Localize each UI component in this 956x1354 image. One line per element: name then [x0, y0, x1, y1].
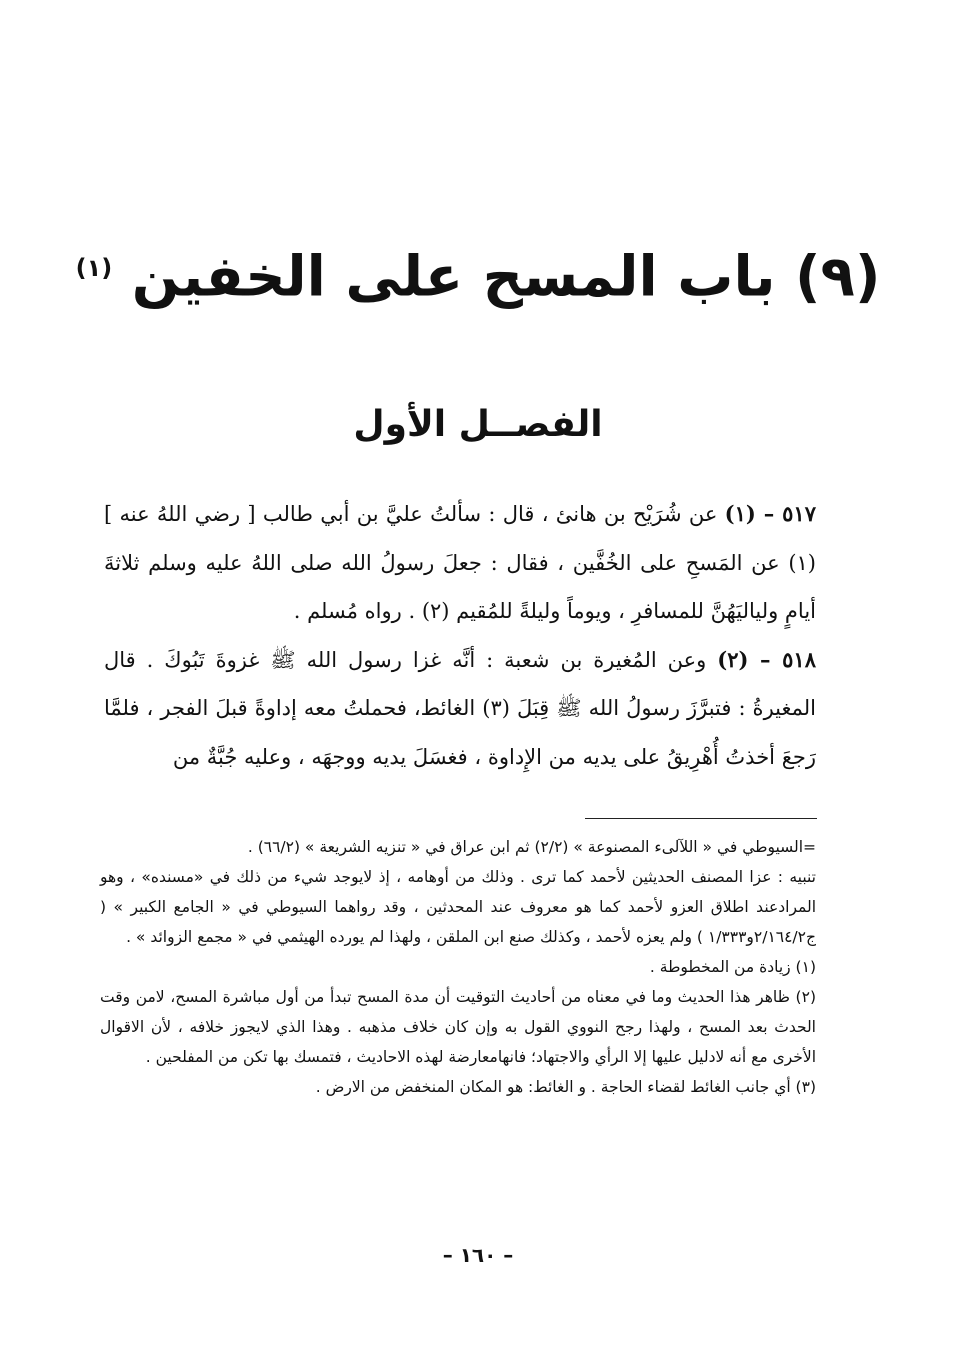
chapter-title-text: باب المسح على الخفين [131, 244, 776, 310]
section-heading: الفصــل الأول [353, 404, 603, 445]
footnote-note: تنبيه : عزا المصنف الحديثين لأحمد كما ترى . وذلك من أوهامه ، إذ لايوجد شيء من ذلك في «مسنده» ، وهو المرادعند اطلاق العزو لأحمد كما هو معروف عند المحدثين ، وقد رواهما السيوطي في « الجامع الكبير » ( ج٢/١٦٤/٢و١/٣٣٣ ) ولم يعزه لأحمد ، وكذلك صنع ابن الملقن ، ولهذا لم يورده الهيثمي في « مجمع الزوائد » . [100, 868, 816, 946]
page-number: – ١٦٠ – [442, 1243, 514, 1267]
footnote-2: (٢) ظاهر هذا الحديث وما في معناه من أحاديث التوقيت أن مدة المسح تبدأ من أول مباشرة المسح، لامن وقت الحدث بعد المسح ، ولهذا رجح النووي القول به وإن كان خلاف مذهبه . وهذا الذي لايجوز خلافه ، لأن الاقوال الأخرى مع أنه لادليل عليها إلا الرأي والاجتهاد؛ فانهامعارضة لهذه الاحاديث ، فتمسك بها تكن من المفلحين . [100, 988, 816, 1066]
footnote-divider [585, 818, 817, 819]
chapter-heading [0, 228, 956, 318]
chapter-footnote-marker: (١) [75, 254, 113, 282]
footnotes [100, 832, 816, 1102]
chapter-number: (٩) [795, 244, 881, 310]
hadith-body [104, 490, 816, 781]
footnote-1: (١) زيادة من المخطوطة . [649, 958, 816, 976]
hadith-text: عن شُرَيْح بن هانئ ، قال : سألتُ عليَّ بن أبي طالب [ رضي اللهُ عنه ] (١) عن المَسحِ على الخُفَّين ، فقال : جعلَ رسولُ الله صلى اللهُ عليه وسلم ثلاثةَ أيامٍ ولياليَهُنَّ للمسافرِ ، ويوماً وليلةً للمُقيم (٢) . رواه مُسلم . [104, 502, 816, 623]
hadith-text: وعن المُغيرة بن شعبة : أنَّه غزا رسول الله ﷺ غزوةَ تَبُوكَ . قال المغيرةُ : فتبرَّزَ رسولُ الله ﷺ قِبَلَ (٣) الغائط، فحملتُ معه إداوةً قبلَ الفجر ، فلمَّا رَجعَ أخذتُ أُهْرِيقُ على يديه من الإِداوة ، فغسَلَ يديه ووجهَه ، وعليه جُبَّةٌ من [104, 647, 816, 769]
hadith-paragraph [104, 636, 816, 782]
footnote-3: (٣) أي جانب الغائط لقضاء الحاجة . و الغائط: هو المكان المنخفض من الارض . [315, 1078, 816, 1096]
hadith-number: ٥١٨ – (٢) [717, 646, 816, 672]
hadith-paragraph [104, 490, 816, 636]
footnote-continuation: =السيوطي في « اللآلىء المصنوعة » (٢/٢) ثم ابن عراق في « تنزيه الشريعة » (٦٦/٢) . [247, 838, 816, 856]
hadith-number: ٥١٧ – (١) [724, 501, 816, 526]
